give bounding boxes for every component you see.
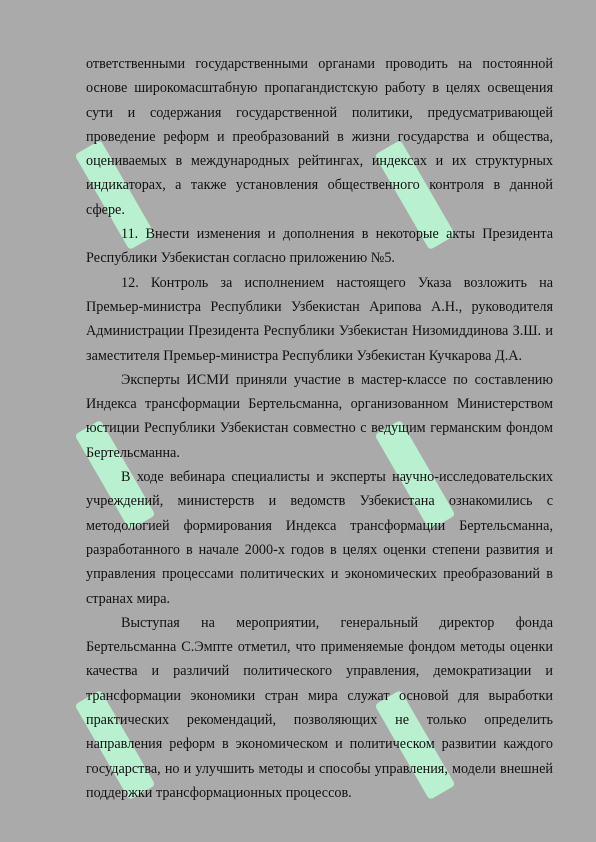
paragraph-speech: Выступая на мероприятии, генеральный директор фонда Бертельсманна С.Эмпте отметил, что применяемые фондом методы оценки качества и различий политического управления, демократизации и трансформации экономики стран мира служат основой для выработки практических рекомендаций, позволяющих не только определить направления реформ в экономическом и политическом развитии каждого государства, но и улучшить методы и способы управления, модели внешней поддержки трансформационных процессов. [86, 614, 553, 801]
paragraph-item-12: 12. Контроль за исполнением настоящего Указа возложить на Премьер-министра Республики Узбекистан Арипова А.Н., руководителя Администрации Президента Республики Узбекистан Низомиддинова З.Ш. и заместителя Премьер-министра Республики Узбекистан Кучкарова Д.А. [86, 274, 553, 364]
paragraph-webinar: В ходе вебинара специалисты и эксперты научно-исследовательских учреждений, министерств и ведомств Узбекистана ознакомились с методологией формирования Индекса трансформации Бертельсманна, разработанного в начале 2000-х годов в целях оценки степени развития и управления процессами политических и экономических преобразований в странах мира. [86, 469, 553, 607]
paragraph-continuation: ответственными государственными органами проводить на постоянной основе широкомасштабную пропагандистскую работу в целях освещения сути и содержания государственной политики, предусматривающей проведение реформ и преобразований в жизни государства и общества, оцениваемых в международных рейтингах, индексах и их структурных индикаторах, а также установления общественного контроля в данной сфере. [86, 56, 553, 218]
paragraph-item-11: 11. Внести изменения и дополнения в некоторые акты Президента Республики Узбекистан согласно приложению №5. [86, 226, 553, 267]
paragraph-experts: Эксперты ИСМИ приняли участие в мастер-классе по составлению Индекса трансформации Бертельсманна, организованном Министерством юстиции Республики Узбекистан совместно с ведущим германским фондом Бертельсманна. [86, 371, 553, 461]
document-body [86, 52, 553, 805]
